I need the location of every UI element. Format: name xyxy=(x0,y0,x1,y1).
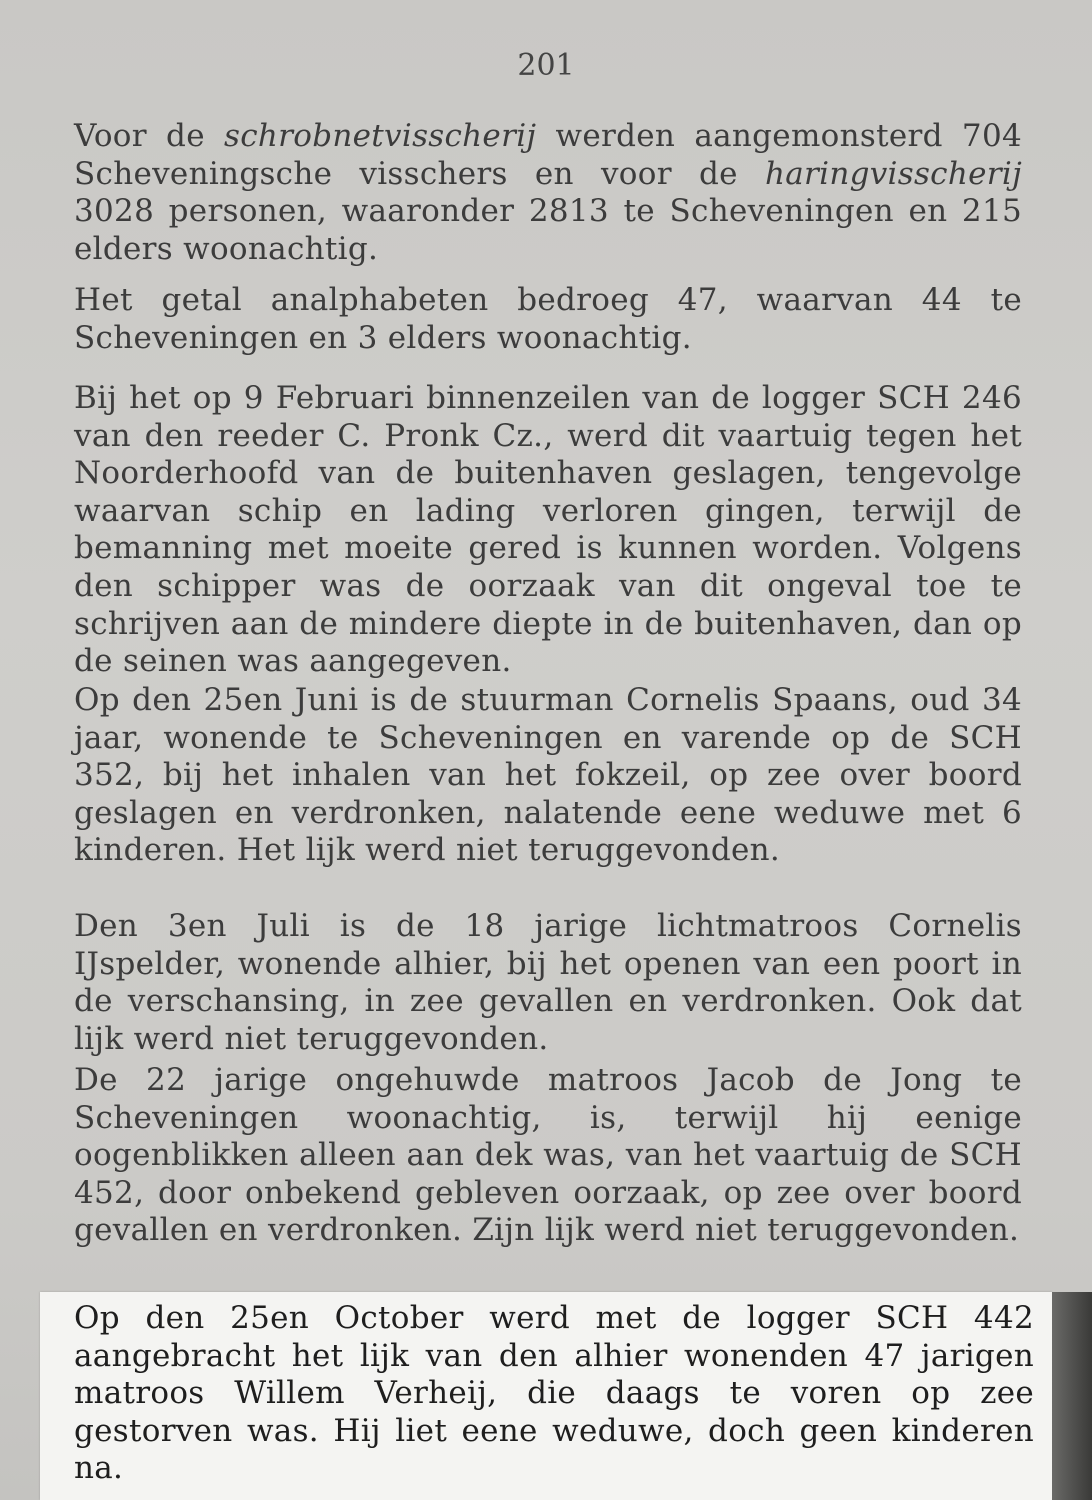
paragraph-cornelis-ijspelder: Den 3en Juli is de 18 jarige lichtmatroos Cornelis IJspelder, wonende alhier, bij het openen van een poort in de verschansing, in zee gevallen en verdronken. Ook dat lijk werd niet teruggevonden. xyxy=(74,908,1022,1057)
page-edge-shadow xyxy=(1052,1292,1092,1500)
paragraph-willem-verheij: Op den 25en October werd met de logger SCH 442 aangebracht het lijk van den alhier wonenden 47 jarigen matroos Willem Verheij, die daags te voren op zee gestorven was. Hij liet eene weduwe, doch geen kinderen na. xyxy=(74,1300,1034,1487)
page-number: 201 xyxy=(517,48,575,83)
paragraph-cornelis-spaans: Op den 25en Juni is de stuurman Cornelis Spaans, oud 34 jaar, wonende te Scheveningen en varende op de SCH 352, bij het inhalen van het fokzeil, op zee over boord geslagen en verdronken, nalatende eene weduwe met 6 kinderen. Het lijk werd niet teruggevonden. xyxy=(74,682,1022,869)
paragraph-illiterates: Het getal analphabeten bedroeg 47, waarvan 44 te Scheveningen en 3 elders woonachtig. xyxy=(74,282,1022,356)
paragraph-text: Voor de xyxy=(74,118,225,154)
highlighted-clipping xyxy=(40,1292,1052,1500)
paragraph-logger-sch-246: Bij het op 9 Februari binnenzeilen van de logger SCH 246 van den reeder C. Pronk Cz., werd dit vaartuig tegen het Noorderhoofd van de buitenhaven geslagen, tengevolge waarvan schip en lading verloren gingen, terwijl de bemanning met moeite gered is kunnen worden. Volgens den schipper was de oorzaak van dit ongeval toe te schrijven aan de mindere diepte in de buitenhaven, dan op de seinen was aangegeven. xyxy=(74,380,1022,680)
italic-term: haringvisscherij xyxy=(764,155,1022,192)
paragraph-fisheries-crew xyxy=(74,118,1022,268)
paragraph-text: 3028 personen, waaronder 2813 te Scheveningen en 215 elders woonachtig. xyxy=(74,193,1022,267)
italic-term: schrobnetvisscherij xyxy=(224,118,537,154)
paragraph-jacob-de-jong: De 22 jarige ongehuwde matroos Jacob de Jong te Scheveningen woonachtig, is, terwijl hij eenige oogenblikken alleen aan dek was, van het vaartuig de SCH 452, door onbekend gebleven oorzaak, op zee over boord gevallen en verdronken. Zijn lijk werd niet teruggevonden. xyxy=(74,1062,1022,1249)
paragraph-text: werden aangemonsterd 704 Scheveningsche visschers en voor de xyxy=(74,118,1022,192)
